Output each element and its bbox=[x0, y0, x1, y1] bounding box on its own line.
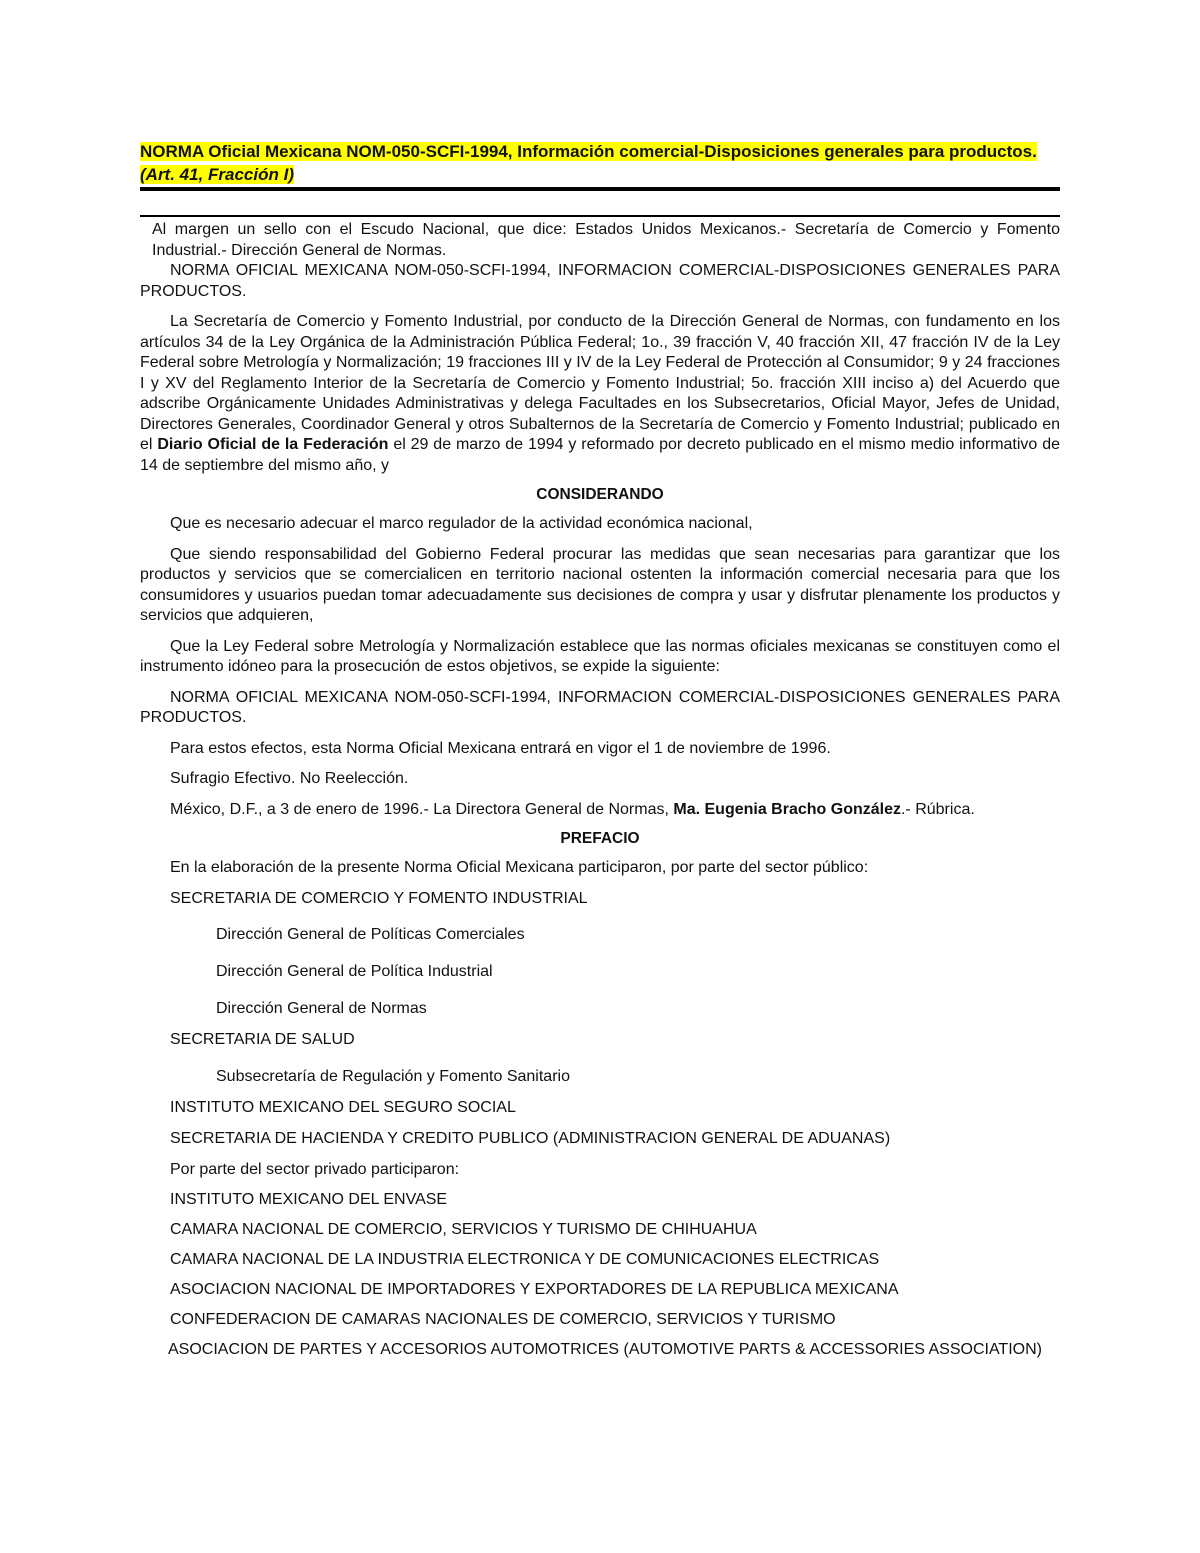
list-item: CAMARA NACIONAL DE LA INDUSTRIA ELECTRONICA Y DE COMUNICACIONES ELECTRICAS bbox=[170, 1251, 880, 1268]
title-article-ref: (Art. 41, Fracción I) bbox=[140, 165, 294, 184]
fundamento-text-a: La Secretaría de Comercio y Fomento Industrial, por conducto de la Dirección General de Normas, con fundamento en los artículos 34 de la Ley Orgánica de la Administración Pública Federal; 1o., 39 fracción V, 40 fracción XII, 47 fracción IV de la Ley Federal sobre Metrología y Normalización; 19 fracciones III y IV de la Ley Federal de Protección al Consumidor; 9 y 24 fracciones I y XV del Reglamento Interior de la Secretaría de Comercio y Fomento Industrial; 5o. fracción XIII inciso a) del Acuerdo que adscribe Orgánicamente Unidades Administrativas y delega Facultades en los Subsecretarios, Oficial Mayor, Jefes de Unidad, Directores Generales, Coordinador General y otros Subalternos de la Secretaría de Comercio y Fomento Industrial; publicado en el bbox=[140, 313, 1060, 453]
list-item: ASOCIACION NACIONAL DE IMPORTADORES Y EXPORTADORES DE LA REPUBLICA MEXICANA bbox=[170, 1281, 899, 1298]
list-item: SECRETARIA DE HACIENDA Y CREDITO PUBLICO (ADMINISTRACION GENERAL DE ADUANAS) bbox=[170, 1130, 891, 1147]
list-item: ASOCIACION DE PARTES Y ACCESORIOS AUTOMOTRICES (AUTOMOTIVE PARTS & ACCESSORIES ASSOCIATION) bbox=[168, 1341, 1042, 1358]
list-subitem: Dirección General de Política Industrial bbox=[216, 963, 493, 980]
sufragio-paragraph: Sufragio Efectivo. No Reelección. bbox=[170, 770, 409, 787]
considerando-p1: Que es necesario adecuar el marco regulador de la actividad económica nacional, bbox=[170, 515, 753, 532]
title-rule bbox=[140, 187, 1060, 191]
norma-line-1: NORMA OFICIAL MEXICANA NOM-050-SCFI-1994, INFORMACION COMERCIAL-DISPOSICIONES GENERALES PARA PRODUCTOS. bbox=[140, 262, 1060, 300]
prefacio-intro: En la elaboración de la presente Norma Oficial Mexicana participaron, por parte del sector público: bbox=[170, 859, 869, 876]
fundamento-text-b: el 29 de marzo de 1994 y reformado por decreto publicado en el mismo medio informativo de 14 de septiembre del mismo año, y bbox=[140, 436, 1060, 474]
firma-rubrica: .- Rúbrica. bbox=[900, 800, 975, 818]
title-highlight bbox=[140, 142, 1037, 184]
privado-intro: Por parte del sector privado participaron: bbox=[170, 1161, 460, 1178]
list-subitem: Dirección General de Normas bbox=[216, 1000, 427, 1017]
considerando-p2: Que siendo responsabilidad del Gobierno Federal procurar las medidas que sean necesarias para garantizar que los productos y servicios que se comercialicen en territorio nacional ostenten la información comercial necesaria para que los consumidores y usuarios puedan tomar adecuadamente sus decisiones de compra y usar y disfrutar plenamente los productos y servicios que adquieren, bbox=[140, 545, 1060, 624]
vigor-paragraph: Para estos efectos, esta Norma Oficial Mexicana entrará en vigor el 1 de noviembre de 1996. bbox=[170, 739, 831, 757]
list-subitem: Dirección General de Políticas Comerciales bbox=[216, 926, 525, 943]
list-item: SECRETARIA DE COMERCIO Y FOMENTO INDUSTRIAL bbox=[170, 890, 588, 907]
document-title bbox=[140, 140, 1060, 186]
considerando-heading: CONSIDERANDO bbox=[536, 486, 664, 503]
considerando-p3: Que la Ley Federal sobre Metrología y Normalización establece que las normas oficiales mexicanas se constituyen como el instrumento idóneo para la prosecución de estos objetivos, se expide la siguiente: bbox=[140, 637, 1060, 675]
list-subitem: Subsecretaría de Regulación y Fomento Sanitario bbox=[216, 1068, 570, 1085]
diario-oficial-ref: Diario Oficial de la Federación bbox=[157, 436, 389, 453]
title-text: NORMA Oficial Mexicana NOM-050-SCFI-1994, Información comercial-Disposiciones generales para productos. bbox=[140, 142, 1037, 161]
list-item: SECRETARIA DE SALUD bbox=[170, 1031, 355, 1048]
intro-rule bbox=[140, 215, 1060, 217]
list-item: INSTITUTO MEXICANO DEL ENVASE bbox=[170, 1191, 448, 1208]
list-item: CONFEDERACION DE CAMARAS NACIONALES DE COMERCIO, SERVICIOS Y TURISMO bbox=[170, 1311, 836, 1328]
document-body bbox=[140, 140, 1060, 1361]
firma-name: Ma. Eugenia Bracho González bbox=[673, 800, 901, 818]
intro-paragraph: Al margen un sello con el Escudo Nacional, que dice: Estados Unidos Mexicanos.- Secretaría de Comercio y Fomento Industrial.- Dirección General de Normas. bbox=[152, 221, 1060, 259]
prefacio-heading: PREFACIO bbox=[560, 830, 640, 847]
list-item: INSTITUTO MEXICANO DEL SEGURO SOCIAL bbox=[170, 1099, 516, 1116]
norma-line-2: NORMA OFICIAL MEXICANA NOM-050-SCFI-1994, INFORMACION COMERCIAL-DISPOSICIONES GENERALES PARA PRODUCTOS. bbox=[140, 688, 1060, 726]
list-item: CAMARA NACIONAL DE COMERCIO, SERVICIOS Y TURISMO DE CHIHUAHUA bbox=[170, 1221, 757, 1238]
firma-paragraph bbox=[140, 800, 1060, 821]
fundamento-paragraph bbox=[140, 312, 1060, 476]
firma-text: México, D.F., a 3 de enero de 1996.- La Directora General de Normas, bbox=[170, 800, 669, 818]
